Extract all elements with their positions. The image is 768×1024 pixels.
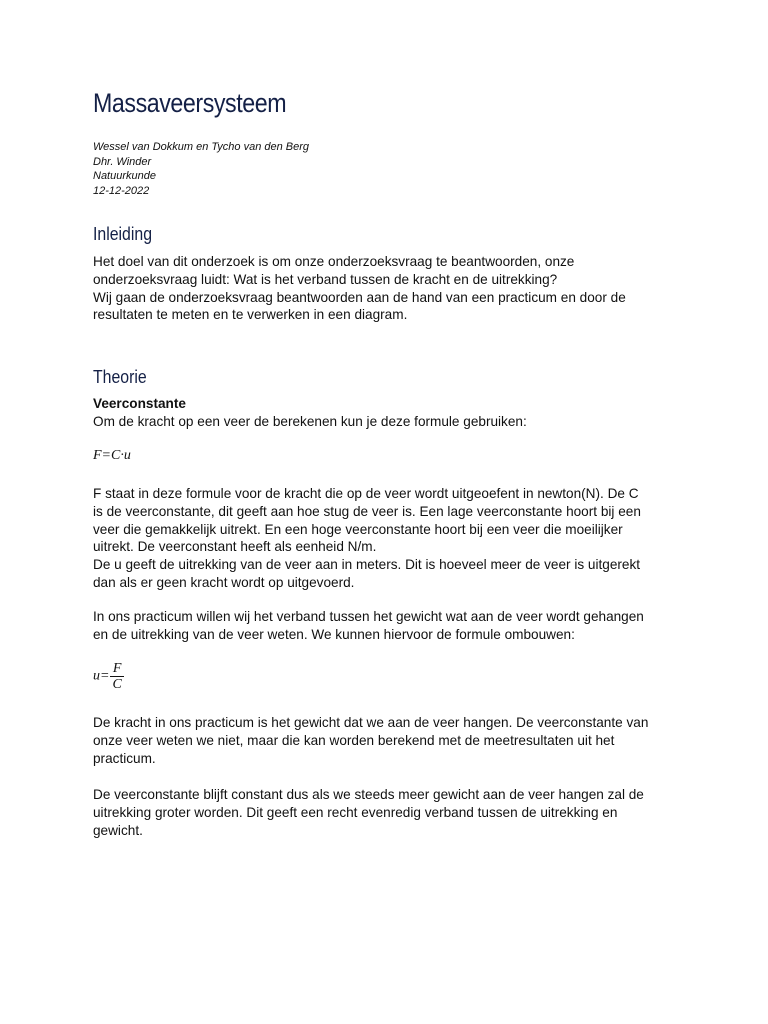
document-title: Massaveersysteem [93,88,287,118]
text-line: De veerconstante blijft constant dus als we steeds meer gewicht aan de veer hangen zal de [93,787,644,802]
text-line: Wij gaan de onderzoeksvraag beantwoorden aan de hand van een practicum en door de [93,289,626,305]
text-line: De u geeft de uitrekking van de veer aan in meters. Dit is hoeveel meer de veer is uitgerekt [93,557,641,573]
text-line: dan als er geen kracht wordt op uitgevoerd. [93,574,355,590]
text-line: resultaten te meten en te verwerken in een diagram. [93,307,408,323]
paragraph-theorie-4 [93,786,683,839]
text-line: Om de kracht op een veer de berekenen kun je deze formule gebruiken: [93,414,527,429]
fraction-denominator: C [112,677,122,692]
text-line: onderzoeksvraag luidt: Wat is het verband tussen de kracht en de uitrekking? [93,271,558,287]
formula-kracht: F=C·u [93,448,131,463]
formula-uitrekking [93,661,124,692]
formula-lhs: u= [93,668,110,684]
text-line: In ons practicum willen wij het verband tussen het gewicht wat aan de veer wordt gehangen [93,609,644,624]
text-line: is de veerconstante, dit geeft aan hoe stug de veer is. Een lage veerconstante hoort bij een [93,503,641,519]
fraction [110,661,123,692]
subject: Natuurkunde [93,170,156,182]
heading-theorie: Theorie [93,367,147,387]
paragraph-theorie-2 [93,608,683,644]
text-line: onze veer weten we niet, maar die kan worden berekend met de meetresultaten uit het [93,732,615,748]
text-line: F staat in deze formule voor de kracht die op de veer wordt uitgeoefent in newton(N). De C [93,486,639,501]
heading-inleiding: Inleiding [93,224,153,244]
paragraph-theorie-1 [93,485,683,592]
authors: Wessel van Dokkum en Tycho van den Berg [93,141,310,153]
text-line: De kracht in ons practicum is het gewicht dat we aan de veer hangen. De veerconstante van [93,715,649,730]
teacher: Dhr. Winder [93,155,152,168]
paragraph-theorie-3 [93,714,683,767]
text-line: practicum. [93,750,156,766]
document-meta [93,140,309,198]
text-line: gewicht. [93,822,143,838]
subheading-veerconstante: Veerconstante [93,396,186,411]
text-line: en de uitrekking van de veer weten. We kunnen hiervoor de formule ombouwen: [93,626,575,642]
paragraph-inleiding [93,253,683,324]
date: 12-12-2022 [93,184,150,197]
text-line: uitrekt. De veerconstant heeft als eenheid N/m. [93,539,377,555]
text-line: Het doel van dit onderzoek is om onze onderzoeksvraag te beantwoorden, onze [93,254,575,269]
text-line: uitrekking groter worden. Dit geeft een recht evenredig verband tussen de uitrekking en [93,804,618,820]
text-line: veer die gemakkelijk uitrekt. En een hoge veerconstante hoort bij een veer die moeilijker [93,521,623,537]
paragraph-intro [93,413,683,431]
fraction-numerator: F [110,661,123,677]
